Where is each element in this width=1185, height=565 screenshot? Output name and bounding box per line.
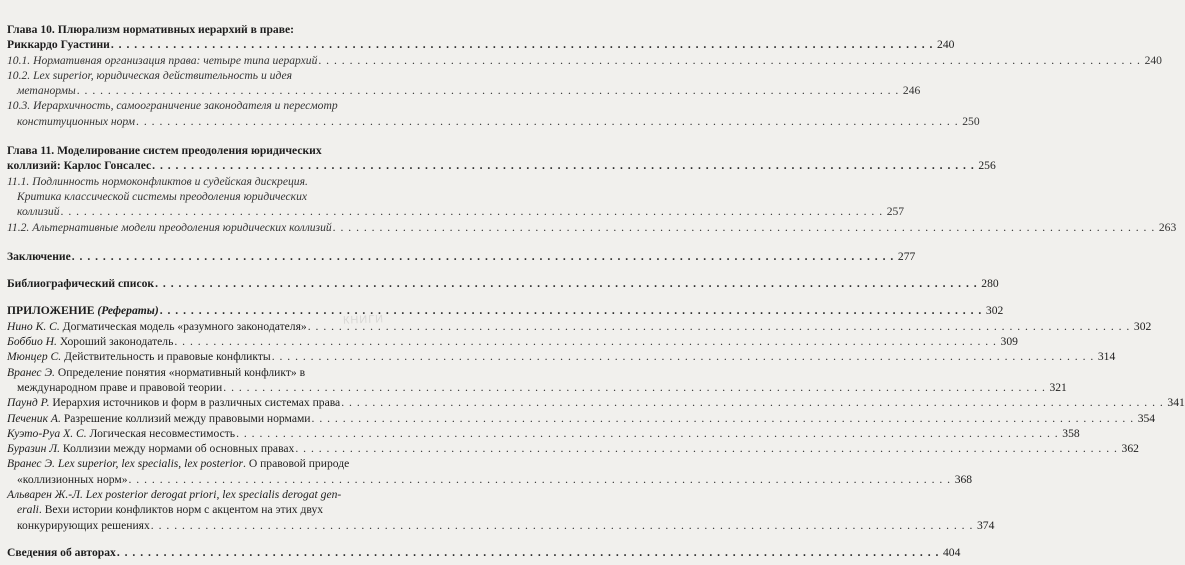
- item-title: Иерархия источников и форм в различных системах права: [52, 396, 341, 410]
- spacer: [7, 291, 394, 303]
- toc-section-11-2[interactable]: [7, 220, 1177, 235]
- page-number: 240: [1144, 53, 1162, 67]
- bibliography-title: Библиографический список: [7, 277, 155, 291]
- leader-dots: [72, 249, 895, 264]
- leader-dots: [77, 83, 900, 98]
- chapter-10-title-line2: Риккардо Гуастини: [7, 38, 110, 52]
- leader-dots: [174, 334, 997, 349]
- item-author: Нино К. С.: [7, 319, 60, 333]
- page-number: 263: [1158, 220, 1177, 234]
- leader-dots: [111, 37, 934, 52]
- item-title-cont: «коллизионных норм»: [17, 472, 128, 486]
- page-number: 302: [1133, 319, 1152, 333]
- item-title-cont: . Вехи истории конфликтов норм с акцентом на этих двух: [38, 503, 324, 517]
- toc-appendix-item-cont[interactable]: [7, 502, 394, 517]
- section-title: 10.1. Нормативная организация права: четыре типа иерархий: [7, 53, 318, 67]
- leader-dots: [308, 319, 1131, 334]
- page-number: 368: [954, 472, 973, 486]
- item-author: Альварен Ж.-Л.: [7, 488, 83, 502]
- toc-appendix-item-cont[interactable]: [7, 380, 1067, 395]
- toc-section-11-1-cont[interactable]: [7, 189, 394, 204]
- leader-dots: [117, 545, 940, 560]
- leader-dots: [318, 53, 1141, 68]
- page-number: 250: [962, 114, 980, 128]
- section-title-cont: Критика классической системы преодоления юридических: [17, 189, 308, 203]
- section-title: 11.2. Альтернативные модели преодоления юридических коллизий: [7, 220, 332, 234]
- toc-section-10-3[interactable]: [7, 98, 394, 113]
- page-number: 374: [976, 518, 995, 532]
- toc-appendix-item[interactable]: [7, 411, 1156, 426]
- toc-appendix[interactable]: [7, 303, 1004, 318]
- toc-section-10-2[interactable]: [7, 68, 394, 83]
- spacer: [7, 129, 394, 143]
- item-author: Вранес Э.: [7, 365, 55, 379]
- toc-appendix-item[interactable]: [7, 319, 1152, 334]
- conclusion-title: Заключение: [7, 249, 71, 263]
- item-author: Паунд Р.: [7, 396, 50, 410]
- toc-appendix-item-cont[interactable]: [7, 518, 995, 533]
- item-title-latin: Lex superior, lex specialis, lex posterior: [57, 457, 244, 471]
- toc-section-11-1[interactable]: [7, 174, 394, 189]
- appendix-title: [7, 303, 159, 318]
- item-title: Разрешение коллизий между правовыми нормами: [63, 411, 311, 425]
- item-title-latin: Lex posterior derogat priori, lex specialis derogat gen-: [85, 488, 342, 502]
- leader-dots: [136, 114, 959, 129]
- leader-dots: [155, 276, 978, 291]
- item-title: Догматическая модель «разумного законодателя»: [62, 319, 307, 333]
- page-number: 354: [1137, 411, 1156, 425]
- page-number: 362: [1121, 442, 1139, 456]
- page-number: 246: [902, 84, 921, 98]
- leader-dots: [151, 518, 974, 533]
- chapter-11-title-line2: коллизий: Карлос Гонсалес: [7, 159, 152, 173]
- item-author: Печеник А.: [7, 411, 61, 425]
- leader-dots: [341, 395, 1164, 410]
- item-author: Буразин Л.: [7, 442, 61, 456]
- spacer: [7, 235, 394, 249]
- item-title: . О правовой природе: [243, 457, 350, 471]
- item-title: Действительность и правовые конфликты: [64, 350, 271, 364]
- item-title-latin-cont: erali: [17, 503, 39, 517]
- page-number: 404: [943, 545, 961, 559]
- page-number: 302: [985, 304, 1004, 318]
- toc-appendix-item-cont[interactable]: [7, 472, 973, 487]
- page-number: 341: [1167, 396, 1185, 410]
- toc-chapter-11-cont[interactable]: [7, 158, 996, 173]
- page-number: 280: [981, 277, 999, 291]
- toc-appendix-item[interactable]: [7, 487, 394, 502]
- toc-conclusion[interactable]: [7, 249, 916, 264]
- item-title: Хороший законодатель: [59, 335, 174, 349]
- page-number: 277: [897, 249, 916, 263]
- page-number: 257: [886, 205, 905, 219]
- toc-authors[interactable]: [7, 545, 961, 560]
- toc-appendix-item[interactable]: [7, 365, 394, 380]
- leader-dots: [295, 441, 1118, 456]
- authors-title: Сведения об авторах: [7, 545, 116, 559]
- leader-dots: [312, 411, 1135, 426]
- section-title: 10.3. Иерархичность, самоограничение законодателя и пересмотр: [7, 99, 338, 113]
- page-number: 358: [1062, 426, 1080, 440]
- item-author: Вранес Э.: [7, 457, 55, 471]
- leader-dots: [333, 220, 1156, 235]
- leader-dots: [223, 380, 1046, 395]
- leader-dots: [61, 204, 884, 219]
- leader-dots: [160, 303, 983, 318]
- toc-appendix-item[interactable]: [7, 334, 1018, 349]
- item-title-cont: международном праве и правовой теории: [17, 380, 223, 394]
- toc-appendix-item[interactable]: [7, 395, 1185, 410]
- spacer: [7, 264, 394, 276]
- page-number: 309: [1000, 335, 1018, 349]
- item-title: Логическая несовместимость: [89, 426, 236, 440]
- toc-appendix-item[interactable]: [7, 426, 1080, 441]
- item-author: Мюнцер С.: [7, 350, 62, 364]
- section-title-cont: конституционных норм: [17, 114, 136, 128]
- chapter-10-title-line1: Глава 10. Плюрализм нормативных иерархий в праве:: [7, 23, 294, 36]
- page-number: 256: [978, 159, 996, 173]
- spacer: [7, 533, 394, 545]
- item-author: Куэто-Руа Х. С.: [7, 426, 87, 440]
- toc-section-10-3-cont[interactable]: [7, 114, 980, 129]
- section-title-cont: метанормы: [17, 84, 76, 98]
- page-number: 314: [1097, 350, 1116, 364]
- toc-section-11-1-cont2[interactable]: [7, 204, 905, 219]
- toc-section-10-1[interactable]: [7, 53, 1162, 68]
- page-number: 240: [937, 38, 955, 52]
- page-number: 321: [1049, 380, 1067, 394]
- appendix-title-main: ПРИЛОЖЕНИЕ: [7, 304, 95, 318]
- toc-chapter-11[interactable]: [7, 143, 394, 158]
- leader-dots: [152, 158, 975, 173]
- leader-dots: [236, 426, 1059, 441]
- toc-appendix-item[interactable]: [7, 349, 1116, 364]
- leader-dots: [272, 349, 1095, 364]
- chapter-11-title-line1: Глава 11. Моделирование систем преодоления юридических: [7, 144, 322, 158]
- item-title: Определение понятия «нормативный конфликт» в: [57, 365, 306, 379]
- section-title: 11.1. Подлинность нормоконфликтов и судейская дискреция.: [7, 174, 308, 188]
- toc-appendix-item[interactable]: [7, 441, 1139, 456]
- item-title: Коллизии между нормами об основных правах: [62, 442, 295, 456]
- item-author: Боббио Н.: [7, 335, 57, 349]
- watermark: КНИГИ: [342, 313, 385, 327]
- toc-appendix-item[interactable]: [7, 456, 394, 471]
- section-title: 10.2. Lex superior, юридическая действительность и идея: [7, 68, 292, 82]
- toc-section-10-2-cont[interactable]: [7, 83, 921, 98]
- toc-bibliography[interactable]: [7, 276, 999, 291]
- toc-chapter-10[interactable]: [7, 22, 394, 37]
- leader-dots: [129, 472, 952, 487]
- section-title-cont: коллизий: [17, 205, 60, 219]
- item-title-cont: конкурирующих решениях: [17, 518, 150, 532]
- toc-chapter-10-cont[interactable]: [7, 37, 955, 52]
- appendix-title-note: (Рефераты): [97, 304, 159, 318]
